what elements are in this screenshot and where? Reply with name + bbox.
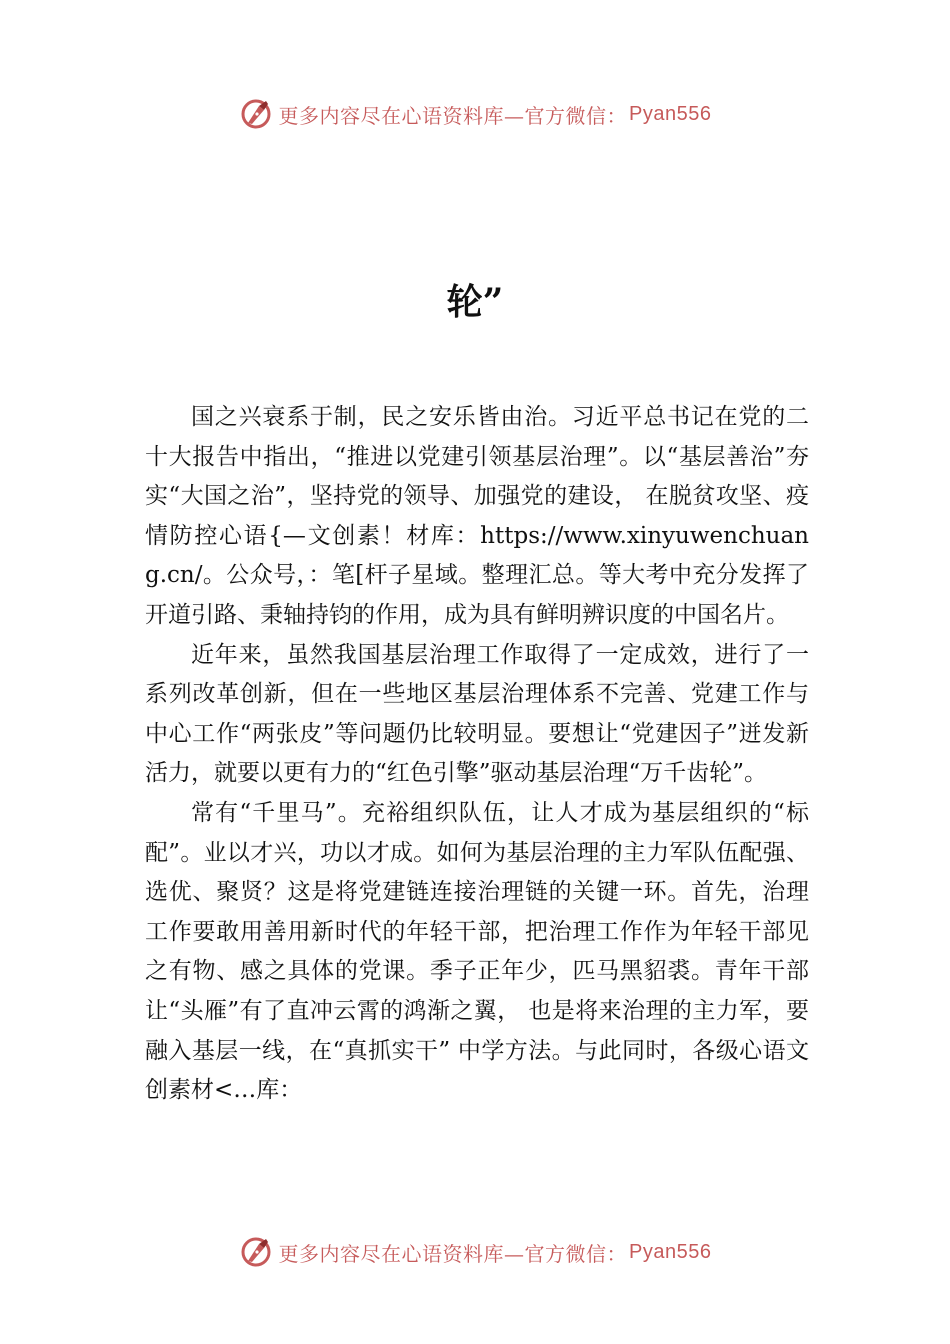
pen-nib-circle-icon [239, 1235, 273, 1269]
watermark-text: 更多内容尽在心语资料库—官方微信： [278, 1241, 628, 1266]
header-watermark [0, 94, 950, 134]
paragraph-1: 国之兴衰系于制，民之安乐皆由治。习近平总书记在党的二十大报告中指出，“推进以党建引领基层治理”。以“基层善治”夯实“大国之治”，坚持党的领导、加强党的建设， 在脱贫攻坚、疫情防控心语{—文创素！材库：https://www.xinyuwenchuang.cn/。公众号，：笔[杆子星域。整理汇总。等大考中充分发挥了开道引路、秉轴持钧的作用，成为具有鲜明辨识度的中国名片。 [145, 404, 809, 628]
document-title: 轮” [446, 281, 504, 323]
paragraph-2: 近年来，虽然我国基层治理工作取得了一定成效，进行了一系列改革创新，但在一些地区基层治理体系不完善、党建工作与中心工作“两张皮”等问题仍比较明显。要想让“党建因子”迸发新活力，就要以更有力的“红色引擎”驱动基层治理“万千齿轮”。 [145, 641, 809, 787]
pen-nib-circle-icon [239, 97, 273, 131]
watermark-wechat-id: Pyan556 [629, 1240, 712, 1263]
document-body [145, 398, 809, 1111]
footer-watermark [0, 1232, 950, 1272]
paragraph-3: 常有“千里马”。充裕组织队伍，让人才成为基层组织的“标配”。业以才兴，功以才成。如何为基层治理的主力军队伍配强、选优、聚贤？这是将党建链连接治理链的关键一环。首先，治理工作要敢用善用新时代的年轻干部，把治理工作作为年轻干部见之有物、感之具体的党课。季子正年少，匹马黑貂裘。青年干部让“头雁”有了直冲云霄的鸿渐之翼， 也是将来治理的主力军，要融入基层一线，在“真抓实干” 中学方法。与此同时，各级心语文创素材<…库： [145, 799, 809, 1104]
watermark-wechat-id: Pyan556 [629, 102, 712, 125]
watermark-text: 更多内容尽在心语资料库—官方微信： [278, 103, 628, 128]
